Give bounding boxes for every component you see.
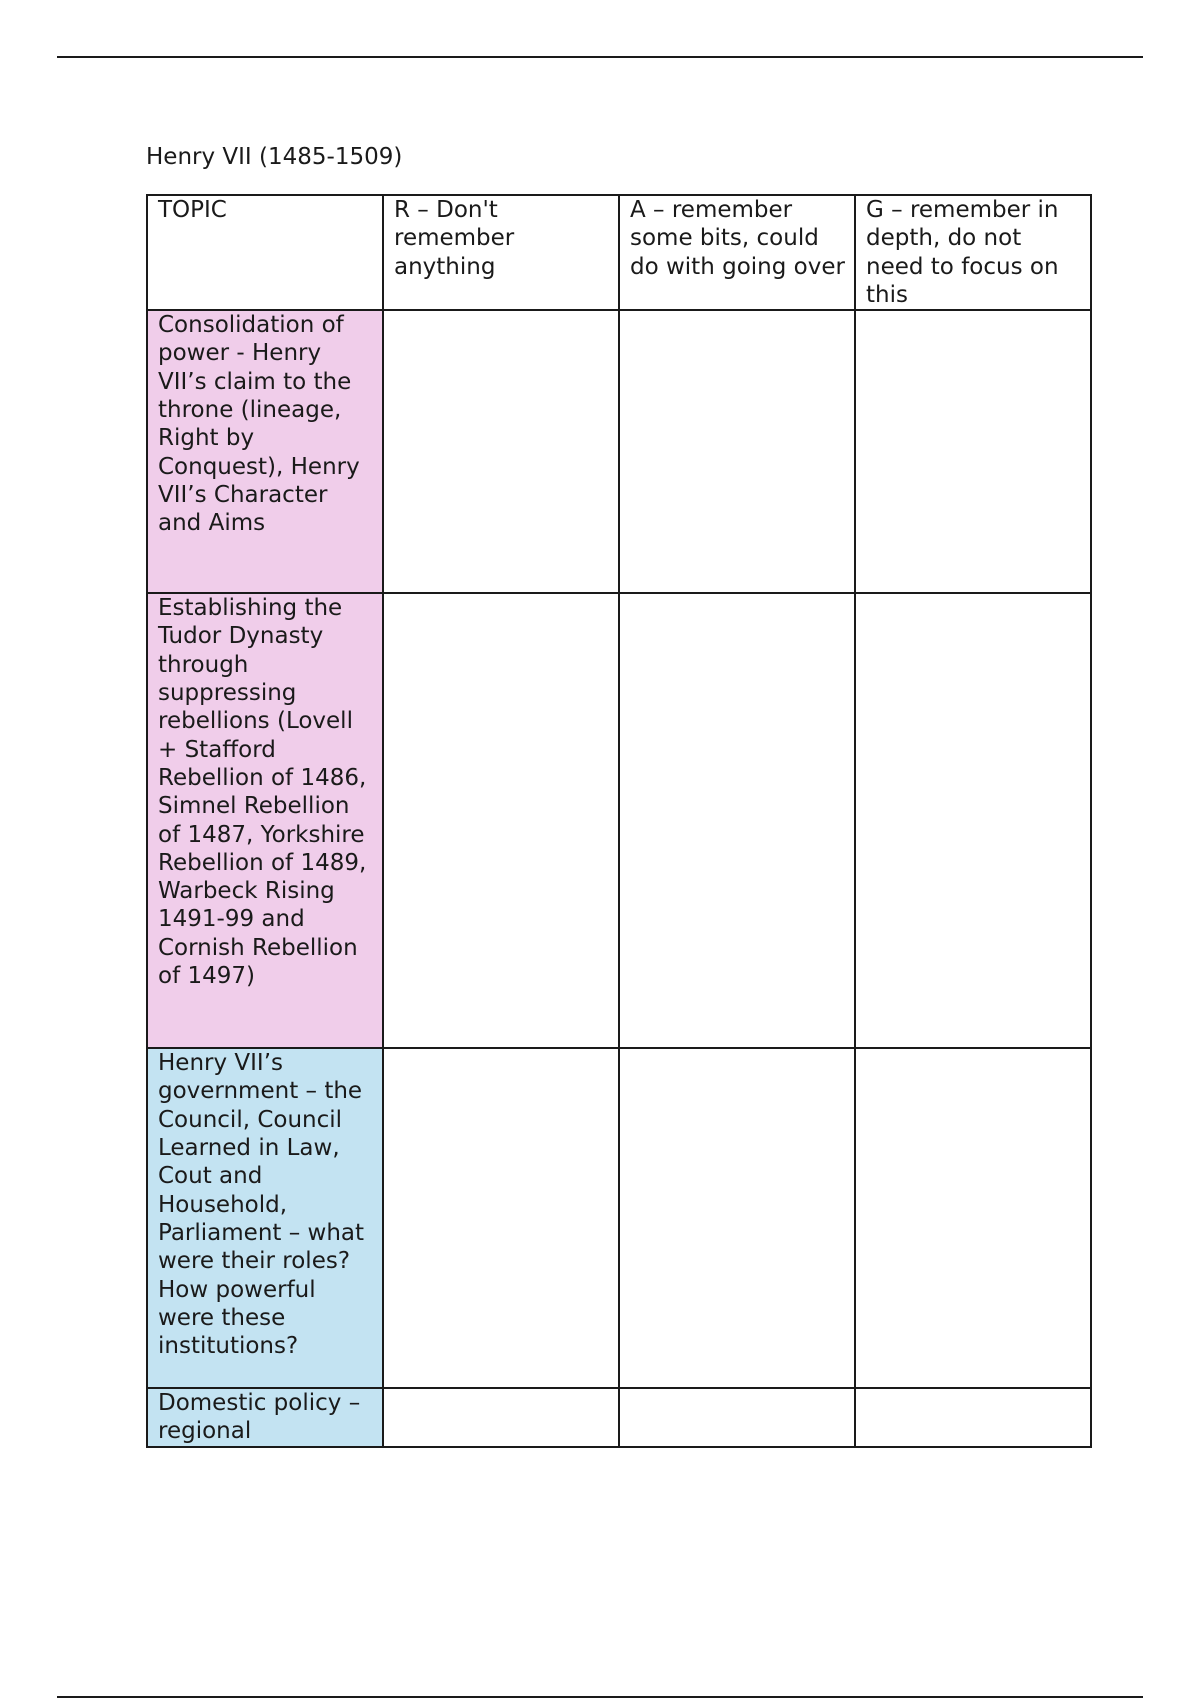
footer-rule bbox=[57, 1696, 1143, 1698]
topic-cell: Henry VII’s government – the Council, Council Learned in Law, Cout and Household, Parliament – what were their roles? How powerful were these institutions? bbox=[147, 1048, 383, 1388]
header-amber: A – remember some bits, could do with going over bbox=[619, 195, 855, 310]
table-row bbox=[147, 1388, 1091, 1447]
topic-cell: Establishing the Tudor Dynasty through suppressing rebellions (Lovell + Stafford Rebellion of 1486, Simnel Rebellion of 1487, Yorkshire Rebellion of 1489, Warbeck Rising 1491-99 and Cornish Rebellion of 1497) bbox=[147, 593, 383, 1048]
table-row bbox=[147, 310, 1091, 593]
header-green: G – remember in depth, do not need to focus on this bbox=[855, 195, 1091, 310]
red-rating-cell[interactable] bbox=[383, 593, 619, 1048]
green-rating-cell[interactable] bbox=[855, 593, 1091, 1048]
header-rule bbox=[57, 56, 1143, 58]
red-rating-cell[interactable] bbox=[383, 1048, 619, 1388]
document-title: Henry VII (1485-1509) bbox=[146, 144, 403, 170]
red-rating-cell[interactable] bbox=[383, 310, 619, 593]
topic-cell: Consolidation of power - Henry VII’s claim to the throne (lineage, Right by Conquest), Henry VII’s Character and Aims bbox=[147, 310, 383, 593]
green-rating-cell[interactable] bbox=[855, 310, 1091, 593]
table-row bbox=[147, 1048, 1091, 1388]
amber-rating-cell[interactable] bbox=[619, 593, 855, 1048]
header-red: R – Don't remember anything bbox=[383, 195, 619, 310]
green-rating-cell[interactable] bbox=[855, 1388, 1091, 1447]
amber-rating-cell[interactable] bbox=[619, 1388, 855, 1447]
table-header-row bbox=[147, 195, 1091, 310]
topic-cell: Domestic policy – regional bbox=[147, 1388, 383, 1447]
red-rating-cell[interactable] bbox=[383, 1388, 619, 1447]
amber-rating-cell[interactable] bbox=[619, 1048, 855, 1388]
table-row bbox=[147, 593, 1091, 1048]
amber-rating-cell[interactable] bbox=[619, 310, 855, 593]
header-topic: TOPIC bbox=[147, 195, 383, 310]
rag-topic-table bbox=[146, 194, 1092, 1448]
green-rating-cell[interactable] bbox=[855, 1048, 1091, 1388]
